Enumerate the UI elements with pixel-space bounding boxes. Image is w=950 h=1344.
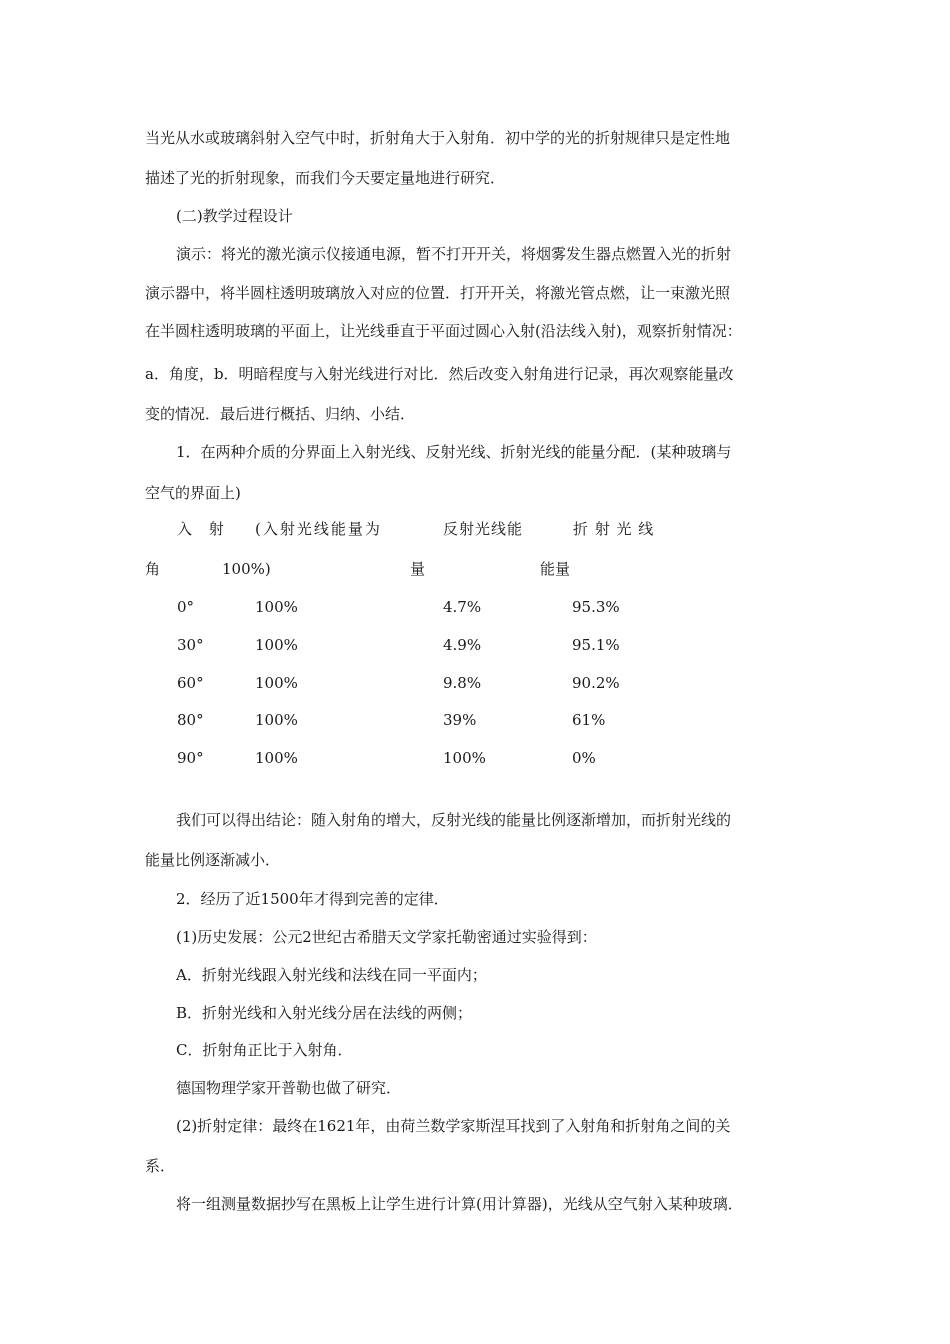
table-cell: 100% (255, 711, 298, 729)
paragraph-line: a．角度，b．明暗程度与入射光线进行对比．然后改变入射角进行记录，再次观察能量改 (145, 365, 734, 383)
table-header: 能量 (540, 560, 571, 578)
paragraph-line: 我们可以得出结论：随入射角的增大，反射光线的能量比例逐渐增加，而折射光线的 (176, 811, 732, 829)
table-cell: 0° (177, 598, 195, 616)
table-header: 角 (145, 560, 161, 578)
table-cell: 100% (443, 749, 486, 767)
table-header: (入射光线能量为 (255, 520, 382, 538)
table-cell: 60° (177, 674, 204, 692)
table-cell: 0% (572, 749, 596, 767)
table-cell: 80° (177, 711, 204, 729)
paragraph-line: 当光从水或玻璃斜射入空气中时，折射角大于入射角．初中学的光的折射规律只是定性地 (145, 129, 731, 147)
table-cell: 9.8% (443, 674, 482, 692)
paragraph-line: 变的情况．最后进行概括、归纳、小结． (145, 405, 416, 423)
table-cell: 4.7% (443, 598, 482, 616)
table-header: 折 射 光 线 (573, 520, 655, 538)
table-cell: 61% (572, 711, 606, 729)
paragraph-line: 德国物理学家开普勒也做了研究． (176, 1079, 402, 1097)
list-item: 2．经历了近1500年才得到完善的定律． (176, 890, 449, 908)
table-cell: 30° (177, 636, 204, 654)
list-item: C．折射角正比于入射角． (176, 1041, 353, 1059)
table-cell: 100% (255, 749, 298, 767)
table-cell: 95.3% (572, 598, 620, 616)
paragraph-line: 描述了光的折射现象，而我们今天要定量地进行研究． (145, 169, 506, 187)
paragraph-line: 演示：将光的激光演示仪接通电源，暂不打开开关，将烟雾发生器点燃置入光的折射 (176, 245, 732, 263)
paragraph-line: 能量比例逐渐减小． (145, 851, 281, 869)
table-cell: 100% (255, 674, 298, 692)
table-header: 反射光线能 (443, 520, 524, 538)
paragraph-line: (1)历史发展：公元2世纪古希腊天文学家托勒密通过实验得到： (176, 928, 597, 946)
paragraph-line: 在半圆柱透明玻璃的平面上，让光线垂直于平面过圆心入射(沿法线入射)，观察折射情况： (145, 322, 742, 340)
list-item: B．折射光线和入射光线分居在法线的两侧； (176, 1004, 473, 1022)
table-cell: 4.9% (443, 636, 482, 654)
table-cell: 100% (255, 598, 298, 616)
table-cell: 90° (177, 749, 204, 767)
table-cell: 39% (443, 711, 477, 729)
section-heading: (二)教学过程设计 (176, 207, 293, 225)
list-item: A．折射光线跟入射光线和法线在同一平面内； (176, 966, 487, 984)
table-header: 100%) (222, 560, 271, 578)
paragraph-line: 将一组测量数据抄写在黑板上让学生进行计算(用计算器)，光线从空气射入某种玻璃． (176, 1195, 743, 1213)
paragraph-line: 空气的界面上) (145, 484, 241, 502)
table-header: 量 (410, 560, 426, 578)
table-cell: 95.1% (572, 636, 620, 654)
table-cell: 90.2% (572, 674, 620, 692)
paragraph-line: 演示器中，将半圆柱透明玻璃放入对应的位置．打开开关，将激光管点燃，让一束激光照 (145, 284, 731, 302)
table-header: 入 射 (177, 520, 230, 538)
paragraph-line: (2)折射定律：最终在1621年，由荷兰数学家斯涅耳找到了入射角和折射角之间的关 (176, 1117, 731, 1135)
table-cell: 100% (255, 636, 298, 654)
paragraph-line: 系． (145, 1157, 176, 1175)
list-item: 1．在两种介质的分界面上入射光线、反射光线、折射光线的能量分配．(某种玻璃与 (176, 443, 732, 461)
